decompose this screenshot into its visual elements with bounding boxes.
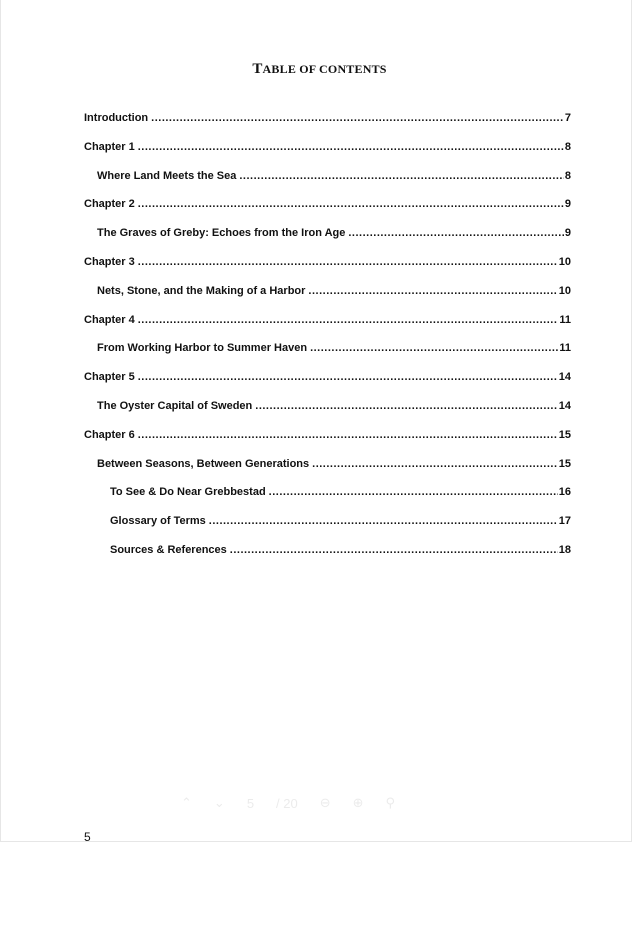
toc-entry[interactable]: [84, 429, 571, 458]
toc-entry-page: 11: [559, 342, 571, 355]
toc-leader-dots: [312, 458, 558, 470]
toc-entry-page: 14: [558, 371, 571, 384]
title-first-letter: T: [252, 61, 263, 77]
toc-entry-page: 15: [558, 428, 571, 441]
toc-leader-dots: [269, 486, 558, 498]
toc-entry-text: To See & Do Near Grebbestad: [110, 486, 266, 499]
toc-leader-dots: [209, 515, 558, 527]
toc-entry[interactable]: [84, 371, 571, 400]
toc-entry[interactable]: [84, 198, 571, 227]
toc-entry[interactable]: [84, 314, 571, 343]
toc-entry-text: Chapter 4: [84, 313, 135, 326]
toc-leader-dots: [348, 227, 564, 239]
toc-entry-text: Chapter 6: [84, 428, 135, 441]
toc-entry-text: From Working Harbor to Summer Haven: [97, 342, 308, 355]
toc-entry[interactable]: [84, 256, 571, 285]
toc-entry-page: 15: [558, 457, 571, 470]
toc-leader-dots: [138, 198, 564, 210]
toc-entry-text: Between Seasons, Between Generations: [97, 457, 310, 470]
toc-entry[interactable]: [84, 342, 571, 371]
toc-entry-page: 17: [558, 515, 571, 528]
toc-entry[interactable]: [84, 170, 571, 199]
toc-leader-dots: [239, 170, 564, 182]
toc-leader-dots: [230, 544, 558, 556]
toc-leader-dots: [138, 371, 558, 383]
toc-entry-page: 16: [558, 486, 571, 499]
chevron-down-icon[interactable]: ⌄: [213, 795, 225, 810]
toc-entry[interactable]: [84, 141, 571, 170]
toc-entry[interactable]: [84, 112, 571, 141]
toc-entry[interactable]: [84, 515, 571, 544]
toc-entry-text: Glossary of Terms: [110, 515, 206, 528]
toc-entry[interactable]: [84, 458, 571, 487]
toc-entry-page: 7: [564, 112, 571, 124]
toc-entry[interactable]: [84, 544, 571, 573]
toc-leader-dots: [255, 400, 557, 412]
toc-entry-page: 9: [564, 227, 571, 240]
toc-leader-dots: [151, 112, 564, 124]
page-title: [1, 61, 637, 78]
toc-leader-dots: [138, 429, 558, 441]
title-rest: ABLE OF CONTENTS: [262, 62, 387, 76]
viewer-toolbar: [181, 795, 395, 811]
toc-leader-dots: [138, 141, 564, 153]
zoom-in-icon[interactable]: ⊕: [352, 795, 364, 810]
toc-entry-page: 10: [558, 255, 571, 268]
table-of-contents: [84, 112, 571, 573]
toc-entry-text: The Oyster Capital of Sweden: [97, 399, 253, 412]
zoom-out-icon[interactable]: ⊖: [319, 795, 331, 810]
toc-entry[interactable]: [84, 400, 571, 429]
total-pages-label: / 20: [276, 795, 298, 811]
chevron-up-icon[interactable]: ⌃: [181, 795, 192, 810]
toc-entry[interactable]: [84, 285, 571, 314]
toc-entry-text: Chapter 5: [84, 371, 135, 384]
toc-entry-page: 8: [564, 169, 571, 182]
toc-entry-text: Sources & References: [110, 543, 227, 556]
page-number: 5: [84, 830, 91, 844]
toc-entry-page: 10: [558, 284, 571, 297]
toc-entry-text: Chapter 3: [84, 255, 135, 268]
search-icon[interactable]: ⚲: [385, 795, 396, 810]
toc-entry-text: Chapter 1: [84, 140, 135, 153]
toc-entry-text: Nets, Stone, and the Making of a Harbor: [97, 284, 306, 297]
toc-leader-dots: [310, 342, 558, 354]
toc-leader-dots: [308, 285, 557, 297]
toc-entry-text: Introduction: [84, 112, 149, 124]
toc-entry-page: 11: [559, 313, 571, 326]
toc-entry-page: 18: [558, 543, 571, 556]
toc-entry-text: The Graves of Greby: Echoes from the Iron Age: [97, 227, 346, 240]
current-page-field[interactable]: 5: [246, 795, 255, 811]
toc-entry[interactable]: [84, 227, 571, 256]
toc-entry-page: 9: [564, 198, 571, 211]
toc-entry-page: 8: [564, 140, 571, 153]
toc-entry[interactable]: [84, 486, 571, 515]
toc-entry-text: Chapter 2: [84, 198, 135, 211]
toc-leader-dots: [138, 256, 558, 268]
toc-entry-page: 14: [558, 399, 571, 412]
toc-entry-text: Where Land Meets the Sea: [97, 169, 237, 182]
toc-leader-dots: [138, 314, 559, 326]
